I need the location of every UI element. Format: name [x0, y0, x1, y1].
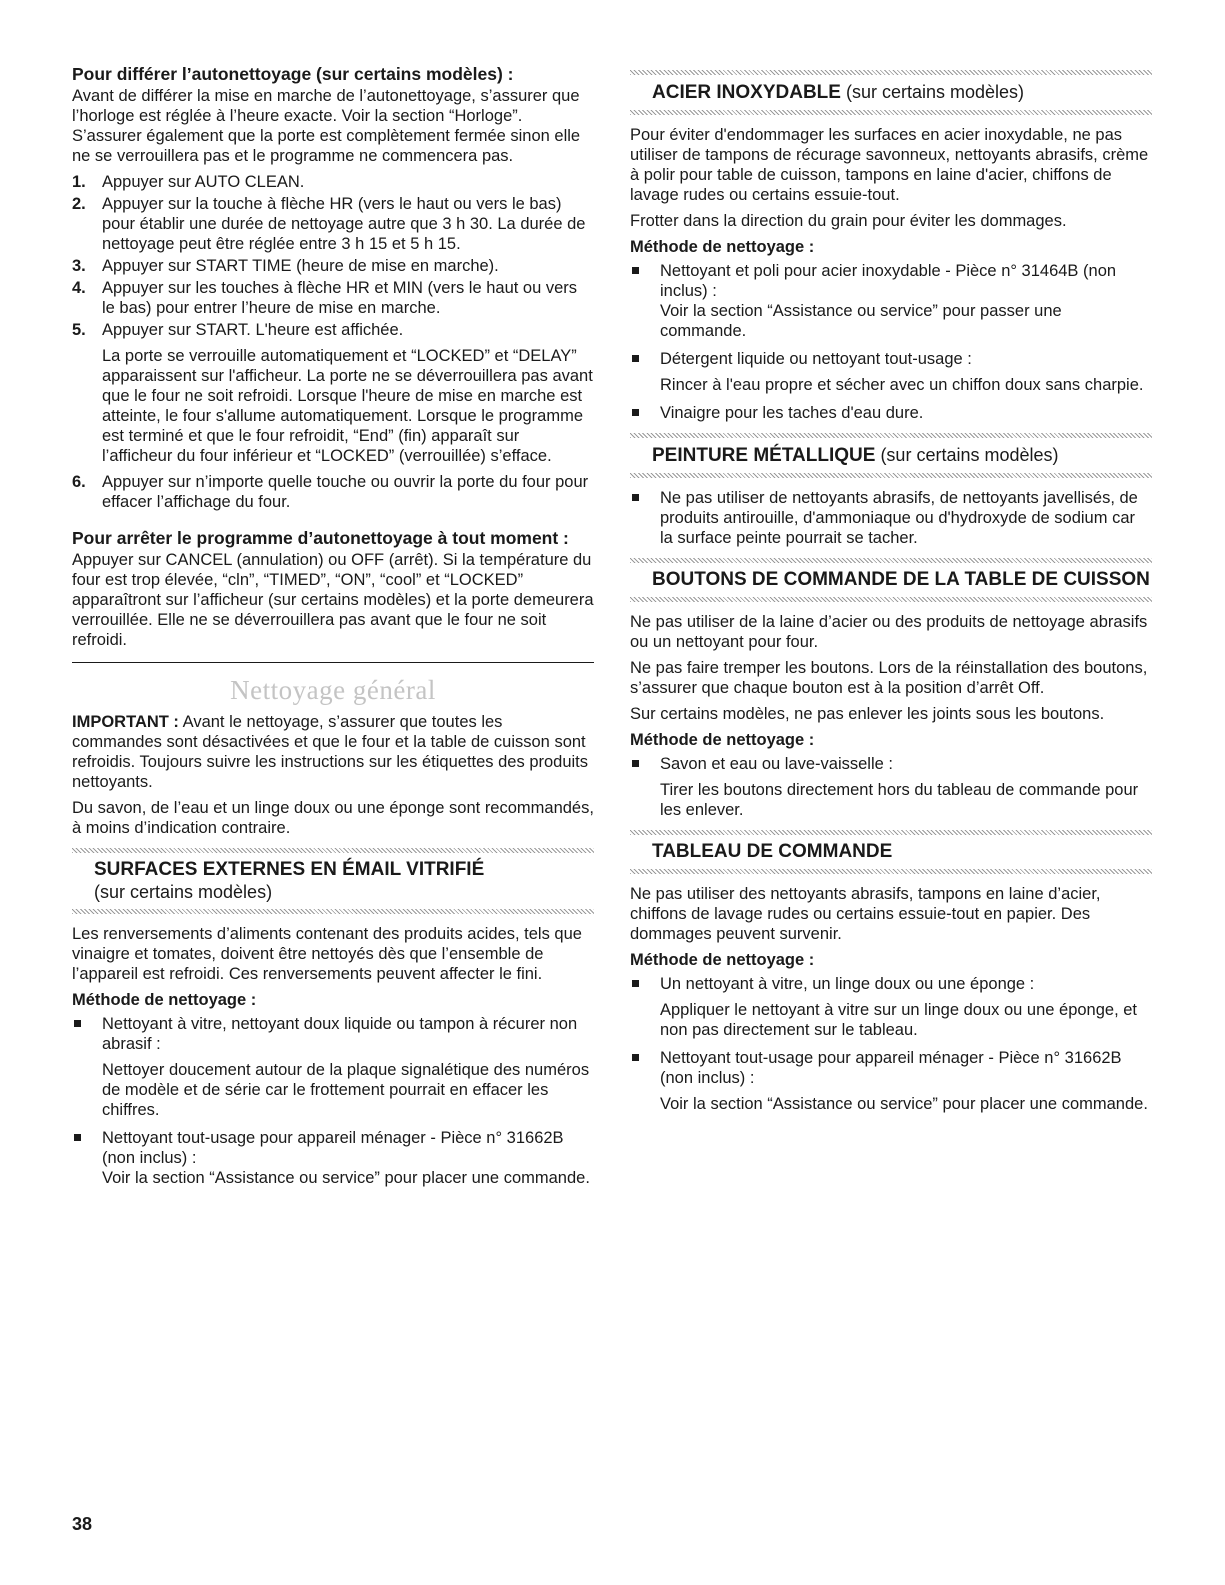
- step-item: 2. Appuyer sur la touche à flèche HR (vers le haut ou vers le bas) pour établir une durée de nettoyage autre que 3 h 30. La durée de nettoyage peut être réglée entre 3 h 15 et 5 h 15.: [72, 195, 586, 253]
- step-item: 3. Appuyer sur START TIME (heure de mise en marche).: [72, 257, 499, 275]
- boutons-bullets: [630, 754, 1152, 820]
- bullet-square-icon: [632, 980, 639, 987]
- step-item: 6. Appuyer sur n’importe quelle touche ou ouvrir la porte du four pour effacer l’affichage du four.: [72, 473, 589, 511]
- acier-title: ACIER INOXYDABLE: [652, 82, 841, 103]
- tableau-bullets: [630, 974, 1152, 1114]
- tableau-banner: [630, 830, 1152, 874]
- tableau-title: TABLEAU DE COMMANDE: [652, 841, 893, 862]
- acier-paragraph: Frotter dans la direction du grain pour éviter les dommages.: [630, 212, 1067, 230]
- section-divider: [72, 662, 594, 663]
- boutons-paragraph: Ne pas utiliser de la laine d’acier ou des produits de nettoyage abrasifs ou un nettoyant pour four.: [630, 613, 1148, 651]
- peinture-title: PEINTURE MÉTALLIQUE: [652, 445, 876, 466]
- email-banner: [72, 848, 594, 914]
- stop-text: Appuyer sur CANCEL (annulation) ou OFF (arrêt). Si la température du four est trop élevée, “cln”, “TIMED”, “ON”, “cool” et “LOCKED” apparaîtront sur l’afficheur (sur certains modèles) et la porte demeurera verrouillée. Elle ne se déverrouillera pas avant que le four ne soit refroidi.: [72, 551, 594, 649]
- method-heading: Méthode de nettoyage :: [72, 991, 257, 1009]
- email-bullets: [72, 1014, 594, 1188]
- delay-steps: [72, 172, 594, 512]
- delay-heading: Pour différer l’autonettoyage (sur certains modèles) :: [72, 64, 514, 84]
- bullet-item: Nettoyant et poli pour acier inoxydable - Pièce n° 31464B (non inclus) : Voir la section “Assistance ou service” pour passer une commande.: [630, 261, 1152, 341]
- page-number: 38: [72, 1514, 93, 1534]
- boutons-paragraph: Sur certains modèles, ne pas enlever les joints sous les boutons.: [630, 705, 1105, 723]
- step-detail: La porte se verrouille automatiquement et “LOCKED” et “DELAY” apparaissent sur l'afficheur. La porte ne se déverrouillera pas avant que le four ne soit refroidi. Lorsque l'heure de mise en marche est atteinte, le four s'allume automatiquement. Lorsque le programme est terminé et que le four refroidit, “End” (fin) apparaît sur l’afficheur du four inférieur et “LOCKED” (verrouillée) s’efface.: [102, 347, 593, 465]
- method-heading: Méthode de nettoyage :: [630, 238, 815, 256]
- acier-bullets: [630, 261, 1152, 423]
- hatch-rule: [630, 473, 1152, 478]
- stop-heading: Pour arrêter le programme d’autonettoyage à tout moment :: [72, 528, 569, 548]
- boutons-paragraph: Ne pas faire tremper les boutons. Lors de la réinstallation des boutons, s’assurer que chaque bouton est à la position d’arrêt Off.: [630, 659, 1148, 697]
- bullet-item: Vinaigre pour les taches d'eau dure.: [630, 403, 1152, 423]
- bullet-item: Nettoyant tout-usage pour appareil ménager - Pièce n° 31662B (non inclus) : Voir la section “Assistance ou service” pour placer une commande.: [72, 1128, 594, 1188]
- tableau-paragraph: Ne pas utiliser des nettoyants abrasifs, tampons en laine d’acier, chiffons de lavage rudes ou certains essuie-tout en papier. Des dommages peuvent survenir.: [630, 885, 1101, 943]
- email-text: Les renversements d’aliments contenant des produits acides, tels que vinaigre et tomates, doivent être nettoyés dès que l’ensemble de l’appareil est refroidi. Ces renversements peuvent affecter le fini.: [72, 925, 582, 983]
- peinture-note: (sur certains modèles): [875, 445, 1059, 465]
- hatch-rule: [72, 909, 594, 914]
- bullet-item: Nettoyant à vitre, nettoyant doux liquide ou tampon à récurer non abrasif : Nettoyer doucement autour de la plaque signalétique des numéros de modèle et de série car le frottement pourrait en effacer les chiffres.: [72, 1014, 594, 1120]
- hatch-rule: [630, 110, 1152, 115]
- boutons-banner: [630, 558, 1152, 602]
- bullet-square-icon: [632, 355, 639, 362]
- bullet-item: Un nettoyant à vitre, un linge doux ou une éponge : Appliquer le nettoyant à vitre sur un linge doux ou une éponge, et non pas directement sur le tableau.: [630, 974, 1152, 1040]
- hatch-rule: [630, 869, 1152, 874]
- step-item: 1. Appuyer sur AUTO CLEAN.: [72, 173, 305, 191]
- bullet-item: Nettoyant tout-usage pour appareil ménager - Pièce n° 31662B (non inclus) : Voir la section “Assistance ou service” pour placer une commande.: [630, 1048, 1152, 1114]
- method-heading: Méthode de nettoyage :: [630, 951, 815, 969]
- important-note: IMPORTANT : Avant le nettoyage, s’assurer que toutes les commandes sont désactivées et que le four et la table de cuisson sont refroidis. Toujours suivre les instructions sur les étiquettes des produits nettoyants.: [72, 713, 589, 791]
- bullet-square-icon: [74, 1020, 81, 1027]
- bullet-item: Détergent liquide ou nettoyant tout-usage : Rincer à l'eau propre et sécher avec un chiffon doux sans charpie.: [630, 349, 1152, 395]
- acier-note: (sur certains modèles): [840, 82, 1025, 102]
- bullet-item: Ne pas utiliser de nettoyants abrasifs, de nettoyants javellisés, de produits antirouille, d'ammoniaque ou d'hydroxyde de sodium car la surface peinte pourrait se tacher.: [630, 488, 1152, 548]
- general-paragraph: Du savon, de l’eau et un linge doux ou une éponge sont recommandés, à moins d’indication contraire.: [72, 799, 594, 837]
- bullet-square-icon: [632, 494, 639, 501]
- general-cleaning-title: Nettoyage général: [230, 675, 436, 705]
- bullet-square-icon: [632, 409, 639, 416]
- peinture-bullets: [630, 488, 1152, 548]
- bullet-square-icon: [632, 1054, 639, 1061]
- step-item: 5. Appuyer sur START. L'heure est affichée. La porte se verrouille automatiquement et “LOCKED” et “DELAY” apparaissent sur l'afficheur. La porte ne se déverrouillera pas avant que le four ne soit refroidi. Lorsque l'heure de mise en marche est atteinte, le four s'allume automatiquement. Lorsque le programme est terminé et que le four refroidit, “End” (fin) apparaît sur l’afficheur du four inférieur et “LOCKED” (verrouillée) s’efface.: [72, 321, 593, 465]
- email-note: (sur certains modèles): [94, 882, 273, 902]
- bullet-square-icon: [632, 760, 639, 767]
- step-item: 4. Appuyer sur les touches à flèche HR et MIN (vers le haut ou vers le bas) pour entrer l’heure de mise en marche.: [72, 279, 578, 317]
- hatch-rule: [630, 597, 1152, 602]
- boutons-title: BOUTONS DE COMMANDE DE LA TABLE DE CUISSON: [652, 569, 1150, 590]
- left-column: [72, 64, 594, 1196]
- bullet-item: Savon et eau ou lave-vaisselle : Tirer les boutons directement hors du tableau de commande pour les enlever.: [630, 754, 1152, 820]
- right-column: [630, 64, 1152, 1122]
- email-title: SURFACES EXTERNES EN ÉMAIL VITRIFIÉ: [94, 859, 485, 880]
- peinture-banner: [630, 433, 1152, 478]
- method-heading: Méthode de nettoyage :: [630, 731, 815, 749]
- acier-paragraph: Pour éviter d'endommager les surfaces en acier inoxydable, ne pas utiliser de tampons de récurage savonneux, nettoyants abrasifs, crème à polir pour table de cuisson, tampons en laine d'acier, chiffons de lavage rudes ou certains essuie-tout.: [630, 126, 1149, 204]
- bullet-square-icon: [632, 267, 639, 274]
- delay-intro: Avant de différer la mise en marche de l’autonettoyage, s’assurer que l’horloge est réglée à l’heure exacte. Voir la section “Horloge”. S’assurer également que la porte est complètement fermée sinon elle ne se verrouillera pas et le programme ne commencera pas.: [72, 87, 581, 165]
- bullet-square-icon: [74, 1134, 81, 1141]
- acier-banner: [630, 70, 1152, 115]
